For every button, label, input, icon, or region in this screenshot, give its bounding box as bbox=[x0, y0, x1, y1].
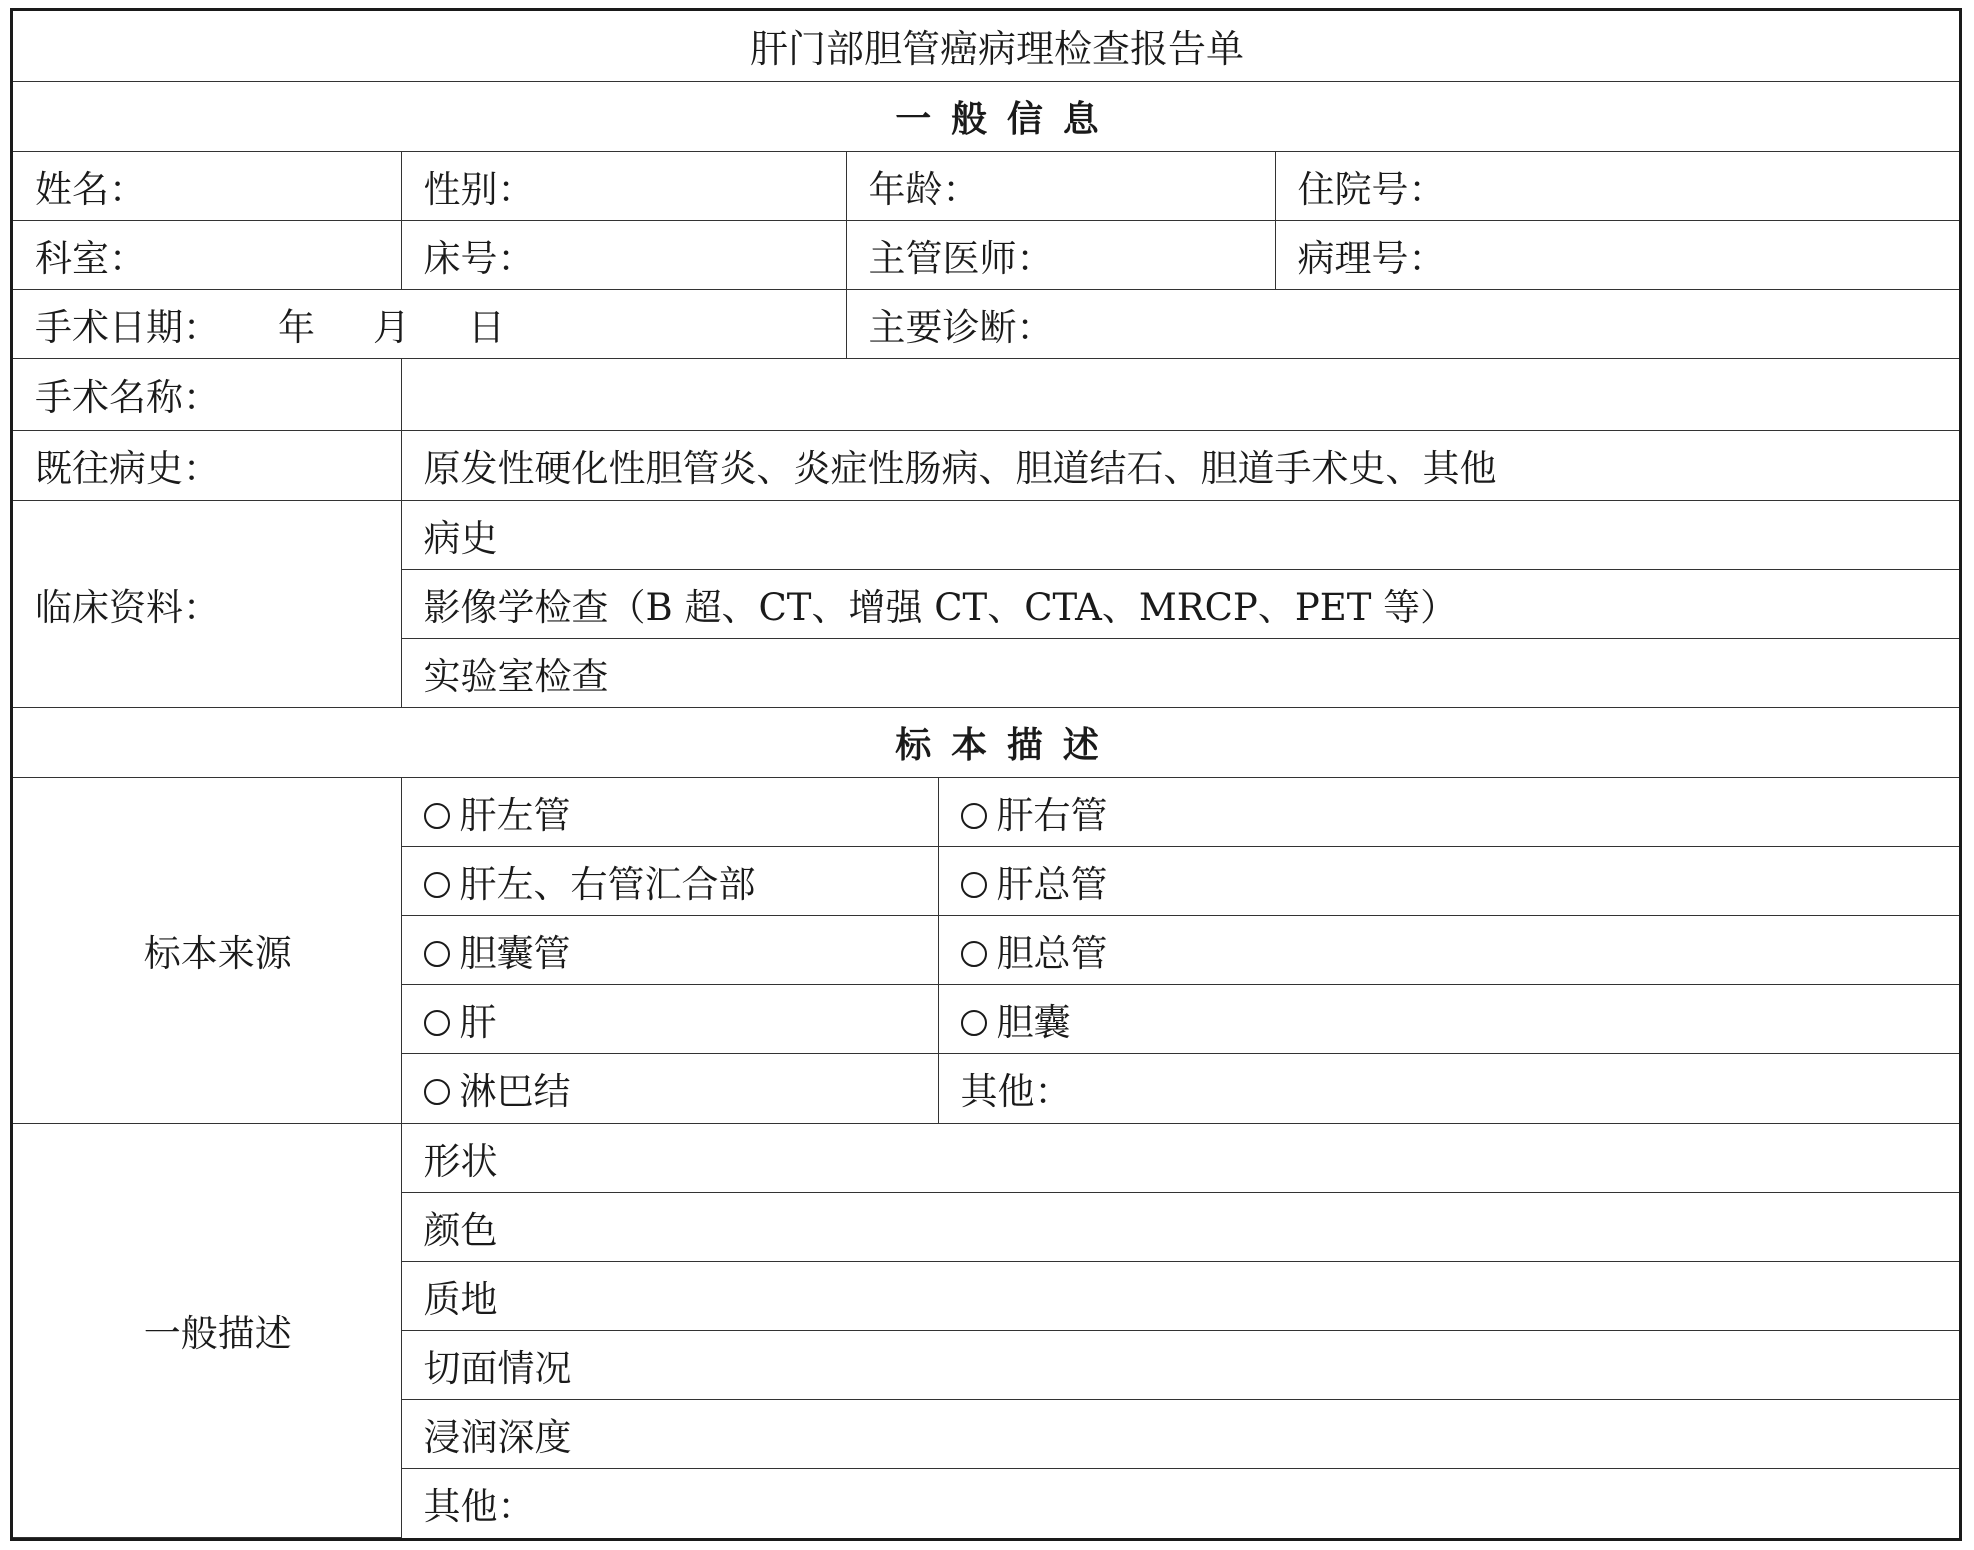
radio-circle-icon[interactable] bbox=[424, 1010, 450, 1036]
option-label: 胆囊管 bbox=[459, 932, 571, 976]
field-sex[interactable]: 性别： bbox=[401, 151, 846, 220]
surgery-name-label: 手术名称： bbox=[13, 358, 401, 430]
section-general-info bbox=[13, 81, 1959, 151]
clinical-item-imaging[interactable]: 影像学检查（B 超、CT、增强 CT、CTA、MRCP、PET 等） bbox=[401, 570, 1959, 639]
option-label: 胆囊 bbox=[996, 1001, 1071, 1045]
pathology-report-form bbox=[10, 8, 1962, 1541]
option-hepatic-duct-confluence[interactable] bbox=[401, 847, 938, 916]
option-label: 肝 bbox=[459, 1001, 497, 1045]
specimen-source-label: 标本来源 bbox=[13, 778, 401, 1123]
radio-circle-icon[interactable] bbox=[961, 872, 987, 898]
clinical-item-history[interactable]: 病史 bbox=[401, 500, 1959, 569]
section-specimen-desc bbox=[13, 708, 1959, 778]
radio-circle-icon[interactable] bbox=[424, 1079, 450, 1105]
past-history-value: 原发性硬化性胆管炎、炎症性肠病、胆道结石、胆道手术史、其他 bbox=[401, 430, 1959, 500]
option-common-bile-duct[interactable] bbox=[938, 916, 1959, 985]
option-label: 淋巴结 bbox=[459, 1070, 571, 1114]
report-table bbox=[13, 11, 1959, 1538]
clinical-label: 临床资料： bbox=[13, 500, 401, 707]
radio-circle-icon[interactable] bbox=[424, 941, 450, 967]
field-attending-doctor[interactable]: 主管医师： bbox=[846, 220, 1275, 289]
field-age[interactable]: 年龄： bbox=[846, 151, 1275, 220]
surgery-name-value[interactable] bbox=[401, 358, 1959, 430]
section-general-info-label: 一般信息 bbox=[895, 98, 1119, 140]
option-gallbladder[interactable] bbox=[938, 985, 1959, 1054]
option-common-hepatic-duct[interactable] bbox=[938, 847, 1959, 916]
date-month: 月 bbox=[373, 305, 410, 349]
desc-invasion-depth[interactable]: 浸润深度 bbox=[401, 1399, 1959, 1468]
option-right-hepatic-duct[interactable] bbox=[938, 778, 1959, 847]
radio-circle-icon[interactable] bbox=[961, 803, 987, 829]
desc-cut-surface[interactable]: 切面情况 bbox=[401, 1330, 1959, 1399]
clinical-item-lab[interactable]: 实验室检查 bbox=[401, 639, 1959, 708]
date-year: 年 bbox=[278, 305, 315, 349]
desc-color[interactable]: 颜色 bbox=[401, 1192, 1959, 1261]
field-surgery-date[interactable] bbox=[13, 289, 846, 358]
option-other[interactable]: 其他： bbox=[938, 1054, 1959, 1123]
surgery-date-label: 手术日期： bbox=[35, 305, 220, 349]
option-label: 肝总管 bbox=[996, 863, 1108, 907]
desc-texture[interactable]: 质地 bbox=[401, 1261, 1959, 1330]
option-label: 肝左、右管汇合部 bbox=[459, 863, 756, 907]
option-label: 肝右管 bbox=[996, 794, 1108, 838]
option-label: 肝左管 bbox=[459, 794, 571, 838]
option-liver[interactable] bbox=[401, 985, 938, 1054]
past-history-label: 既往病史： bbox=[13, 430, 401, 500]
option-cystic-duct[interactable] bbox=[401, 916, 938, 985]
option-label: 胆总管 bbox=[996, 932, 1108, 976]
radio-circle-icon[interactable] bbox=[961, 941, 987, 967]
form-title: 肝门部胆管癌病理检查报告单 bbox=[13, 11, 1959, 81]
desc-other[interactable]: 其他： bbox=[401, 1468, 1959, 1537]
field-main-diagnosis[interactable]: 主要诊断： bbox=[846, 289, 1959, 358]
option-lymph-node[interactable] bbox=[401, 1054, 938, 1123]
field-pathology-no[interactable]: 病理号： bbox=[1275, 220, 1959, 289]
section-specimen-desc-label: 标本描述 bbox=[895, 725, 1119, 767]
radio-circle-icon[interactable] bbox=[961, 1010, 987, 1036]
field-bed-no[interactable]: 床号： bbox=[401, 220, 846, 289]
radio-circle-icon[interactable] bbox=[424, 803, 450, 829]
field-department[interactable]: 科室： bbox=[13, 220, 401, 289]
radio-circle-icon[interactable] bbox=[424, 872, 450, 898]
date-day: 日 bbox=[468, 305, 505, 349]
desc-shape[interactable]: 形状 bbox=[401, 1123, 1959, 1192]
field-name[interactable]: 姓名： bbox=[13, 151, 401, 220]
general-description-label: 一般描述 bbox=[13, 1123, 401, 1538]
field-admission-no[interactable]: 住院号： bbox=[1275, 151, 1959, 220]
option-left-hepatic-duct[interactable] bbox=[401, 778, 938, 847]
